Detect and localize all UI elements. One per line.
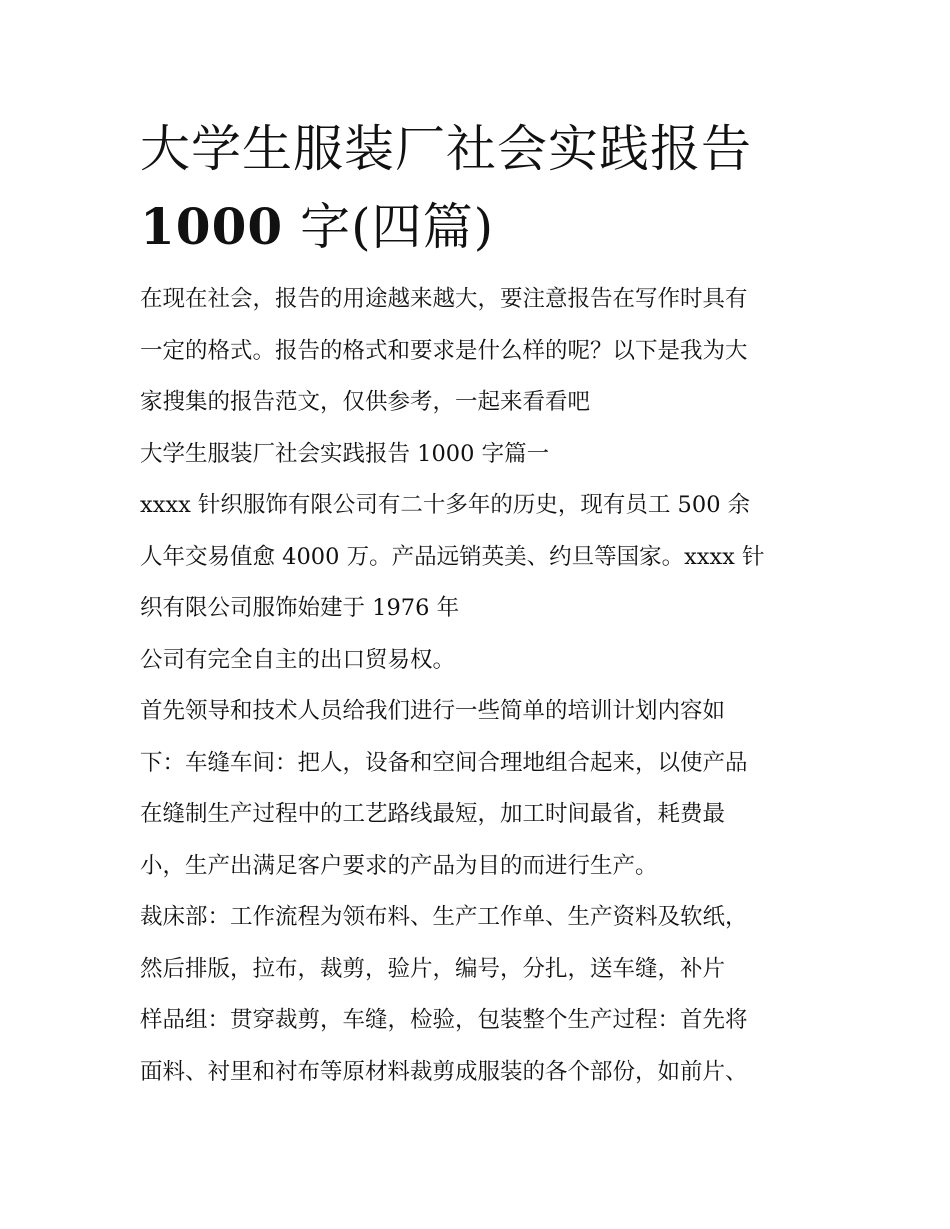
paragraph-company: [140, 480, 820, 635]
text-line: 人年交易值愈 4000 万。产品远销英美、约旦等国家。xxxx 针: [140, 543, 765, 570]
text-line: 一定的格式。报告的格式和要求是什么样的呢？以下是我为大: [140, 337, 748, 364]
paragraph-cutting-dept: [140, 892, 820, 995]
paragraph-training: [140, 686, 820, 892]
title-number: 1000: [140, 197, 284, 256]
paragraph-export-rights: [140, 635, 820, 687]
title-line-2: [140, 188, 820, 266]
text-line: 首先领导和技术人员给我们进行一些简单的培训计划内容如: [140, 698, 726, 724]
title-suffix: 字(四篇): [300, 198, 495, 256]
section-heading: [140, 429, 820, 481]
text-line: 在缝制生产过程中的工艺路线最短，加工时间最省，耗费最: [140, 801, 726, 827]
text-line: 公司有完全自主的出口贸易权。: [140, 646, 456, 673]
text-line: xxxx 针织服饰有限公司有二十多年的历史，现有员工 500 余: [140, 492, 751, 518]
text-line: 样品组：贯穿裁剪，车缝，检验，包装整个生产过程：首先将: [140, 1007, 748, 1033]
paragraph-sample-group: [140, 995, 820, 1098]
text-line: 下：车缝车间：把人，设备和空间合理地组合起来，以使产品: [140, 749, 748, 776]
title-line-1: 大学生服装厂社会实践报告: [140, 120, 752, 178]
text-line: 面料、衬里和衬布等原材料裁剪成服装的各个部份，如前片、: [140, 1058, 748, 1085]
text-line: 然后排版，拉布，裁剪，验片，编号，分扎，送车缝，补片: [140, 955, 726, 982]
text-line: 小，生产出满足客户要求的产品为目的而进行生产。: [140, 852, 658, 879]
document-title: [140, 110, 820, 266]
text-line: 织有限公司服饰始建于 1976 年: [140, 595, 460, 621]
text-line: 家搜集的报告范文，仅供参考，一起来看看吧: [140, 389, 591, 415]
text-line: 在现在社会，报告的用途越来越大，要注意报告在写作时具有: [140, 286, 748, 312]
paragraph-intro: [140, 274, 820, 429]
document-body: [140, 274, 820, 1098]
text-line: 裁床部：工作流程为领布料、生产工作单、生产资料及软纸，: [140, 904, 748, 930]
text-line: 大学生服装厂社会实践报告 1000 字篇一: [140, 440, 550, 467]
document-page: [140, 110, 820, 1098]
